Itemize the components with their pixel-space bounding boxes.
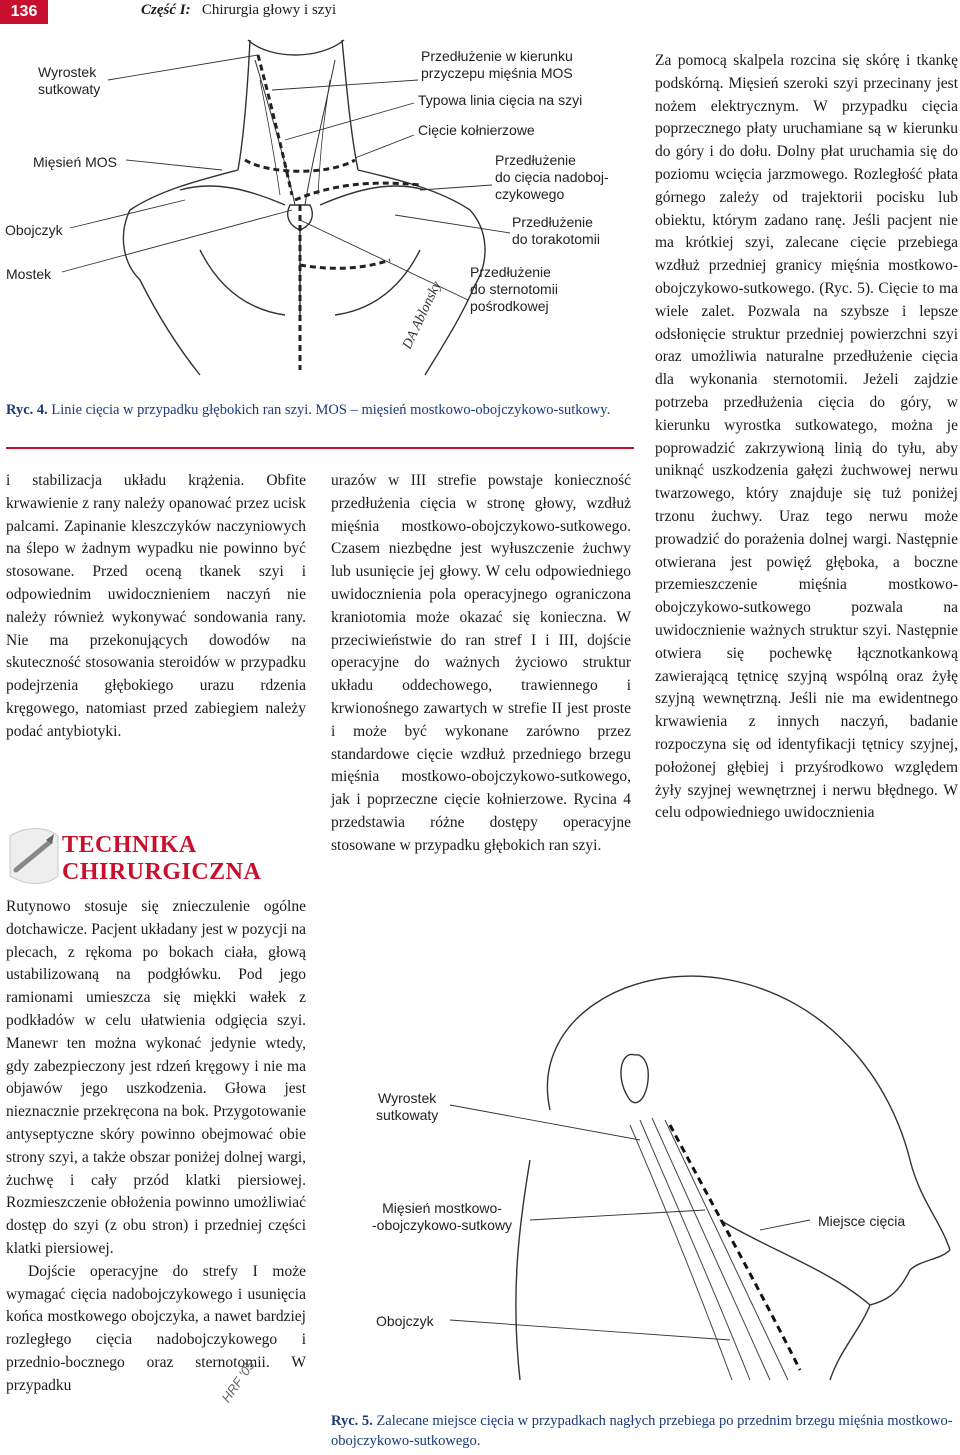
section-heading-icon xyxy=(6,826,62,886)
part-title: Chirurgia głowy i szyi xyxy=(201,2,337,18)
col1-paragraph-1: i stabilizacja układu krążenia. Obfite krwawienie z rany należy opanować przez ucisk palcami. Zapinanie kleszczyków naczyniowych na ślepo w żadnym wypadku nie powinno być stosowane. Przed oceną tkanek szyi i odpowiednim uwidocznieniem naczyń nie należy również wykonywać sondowania rany. Nie ma przekonujących dowodów na skuteczność stosowania steroidów w przypadku podejrzenia głębokiego urazu rdzenia kręgowego, natomiast przed zabiegiem należy podać antybiotyki. xyxy=(6,472,306,740)
label-mastoid: Wyrostek sutkowaty xyxy=(38,64,101,97)
label-collar: Cięcie kołnierzowe xyxy=(418,122,535,138)
signature: DA Ablonsky xyxy=(400,279,445,352)
figure5-signature: HRF '05 xyxy=(218,1357,258,1406)
label-ext-thoracotomy: Przedłużenie do torakotomii xyxy=(512,214,600,247)
label-ext-mos: Przedłużenie w kierunku przyczepu mięśnia MOS xyxy=(421,48,573,81)
col1-paragraph-3: Dojście operacyjne do strefy I może wymagać cięcia nadobojczykowego i usunięcia końca mostkowego obojczyka, a nawet bardziej rozległego cięcia nadobojczykowego i przednio-bocznego oraz sternotomii. W przypadku xyxy=(6,1262,306,1394)
face-outline xyxy=(870,1250,950,1305)
figure5-caption-text: Zalecane miejsce cięcia w przypadkach nagłych przebiega po przednim brzegu mięśnia mostkowo-obojczykowo-sutkowego. xyxy=(331,1413,953,1449)
fig5-label-scm: Mięsień mostkowo- -obojczykowo-sutkowy xyxy=(372,1200,513,1233)
label-mos: Mięsień MOS xyxy=(33,154,118,170)
figure5-caption-label: Ryc. 5. xyxy=(331,1413,373,1429)
column-2 xyxy=(331,470,631,858)
caption-rule xyxy=(6,447,634,449)
column-3 xyxy=(655,50,958,825)
col1-paragraph-2: Rutynowo stosuje się znieczulenie ogólne dotchawicze. Pacjent układany jest w pozycji na plecach, z rękoma po bokach ciała, głową ustabilizowaną na podgłówku. Pod jego ramionami umieszcza się miękki wałek z podkładów w celu ułatwienia odgięcia szyi. Manewr ten można wykonać jedynie wtedy, gdy zabezpieczony jest rdzeń kręgowy i nie ma objawów jego uszkodzenia. Głowa jest nieznacznie przekręcona na bok. Przygotowanie antyseptyczne skóry powinno obejmować obie strony szyi, a także obszar poniżej dolnej wargi, żuchwę i cały przód klatki piersiowej. Rozmieszczenie obłożenia powinno umożliwiać dostęp do szyi (z obu stron) i przedniej części klatki piersiowej. xyxy=(6,898,306,1257)
label-ext-sternotomy: Przedłużenie do sternotomii pośrodkowej xyxy=(470,264,558,314)
figure4-caption xyxy=(6,400,634,420)
figure5-caption xyxy=(331,1411,958,1451)
col3-paragraph-1: Za pomocą skalpela rozcina się skórę i tkankę podskórną. Mięsień szeroki szyi przecinany jest nożem elektrycznym. W przypadku cięcia poprzecznego płaty uruchamiane są w kierunku do góry i do dołu. Dolny płat uruchamia się do poziomu wcięcia jarzmowego. Rozległość płata górnego zależy od trajektorii pocisku lub obiektu, którym zadano ranę. Jeśli pacjent nie ma krótkiej szyi, zalecane cięcie przebiega wzdłuż przedniej granicy mięśnia mostkowo-obojczykowo-sutkowego. (Ryc. 5). Cięcie to ma wiele zalet. Pozwala na szybsze i lepsze odsłonięcie struktur przedniej powierzchni szyi oraz umożliwia naturalne przedłużenie cięcia dla wykonania sternotomii. Jeżeli zajdzie potrzeba przedłużenia cięcia do góry, w kierunku wyrostka sutkowatego, można je poprowadzić zakrzywioną linią do tyłu, aby uniknąć uszkodzenia gałęzi żuchwowej nerwu twarzowego, który znajduje się tuż poniżej trzonu żuchwy. Uraz tego nerwu może prowadzić do porażenia dolnej wargi. Następnie otwierana jest powięź głęboka, a boczne przemieszczenie mięśnia mostkowo-obojczykowo-sutkowego pozwala na uwidocznienie ważnych struktur szyi. Następnie otwiera się pochewkę łącznotkankową zawierającą tętnicę szyjną wspólną oraz żyłę szyjną wewnętrzną. Jeśli nie ma ewidentnego krwawienia z innych naczyń, badanie rozpoczyna się od identyfikacji tętnicy szyjnej, położonej głębiej i przyśrodkowo względem żyły szyjnej wewnętrznej i nerwu błędnego. W celu odpowiedniego uwidocznienia xyxy=(655,52,958,822)
section-heading-line-2: CHIRURGICZNA xyxy=(62,859,262,885)
label-clavicle: Obojczyk xyxy=(5,222,63,238)
figure4-caption-label: Ryc. 4. xyxy=(6,402,48,418)
fig5-label-incision: Miejsce cięcia xyxy=(818,1213,906,1229)
col2-paragraph-1: urazów w III strefie powstaje konieczność przedłużenia cięcia w stronę głowy, wzdłuż mięśnia mostkowo-obojczykowo-sutkowego. Czasem niezbędne jest wyłuszczenie żuchwy lub usunięcie jej głowy. W celu odpowiedniego uwidocznienia pola operacyjnego ograniczona kraniotomia może okazać się konieczna. W przeciwieństwie do ran stref I i III, dojście operacyjne do ważnych życiowo struktur układu oddechowego, trawiennego i krwionośnego zawartych w strefie II jest proste i może być wykonane zarówno przez standardowe cięcie wzdłuż przedniego brzegu mięśnia mostkowo-obojczykowo-sutkowego, jak i poprzeczne cięcie kołnierzowe. Rycina 4 przedstawia różne dostępy operacyjne stosowane w przypadku głębokich ran szyi. xyxy=(331,472,631,854)
column-1-continued xyxy=(6,896,306,1398)
figure4-caption-text: Linie cięcia w przypadku głębokich ran szyi. MOS – mięsień mostkowo-obojczykowo-sutkowy. xyxy=(51,402,611,418)
part-label: Część I: xyxy=(141,2,191,18)
section-heading xyxy=(62,832,261,886)
label-sternum: Mostek xyxy=(6,266,52,282)
section-heading-line-1: TECHNIKA xyxy=(62,832,197,858)
fig5-label-clavicle: Obojczyk xyxy=(376,1313,434,1329)
label-ext-supraclav: Przedłużenie do cięcia nadoboj- czykowego xyxy=(495,152,609,202)
page-number: 136 xyxy=(0,0,48,24)
column-1 xyxy=(6,470,306,744)
fig5-label-mastoid: Wyrostek sutkowaty xyxy=(376,1090,439,1123)
label-typical-line: Typowa linia cięcia na szyi xyxy=(418,92,583,108)
